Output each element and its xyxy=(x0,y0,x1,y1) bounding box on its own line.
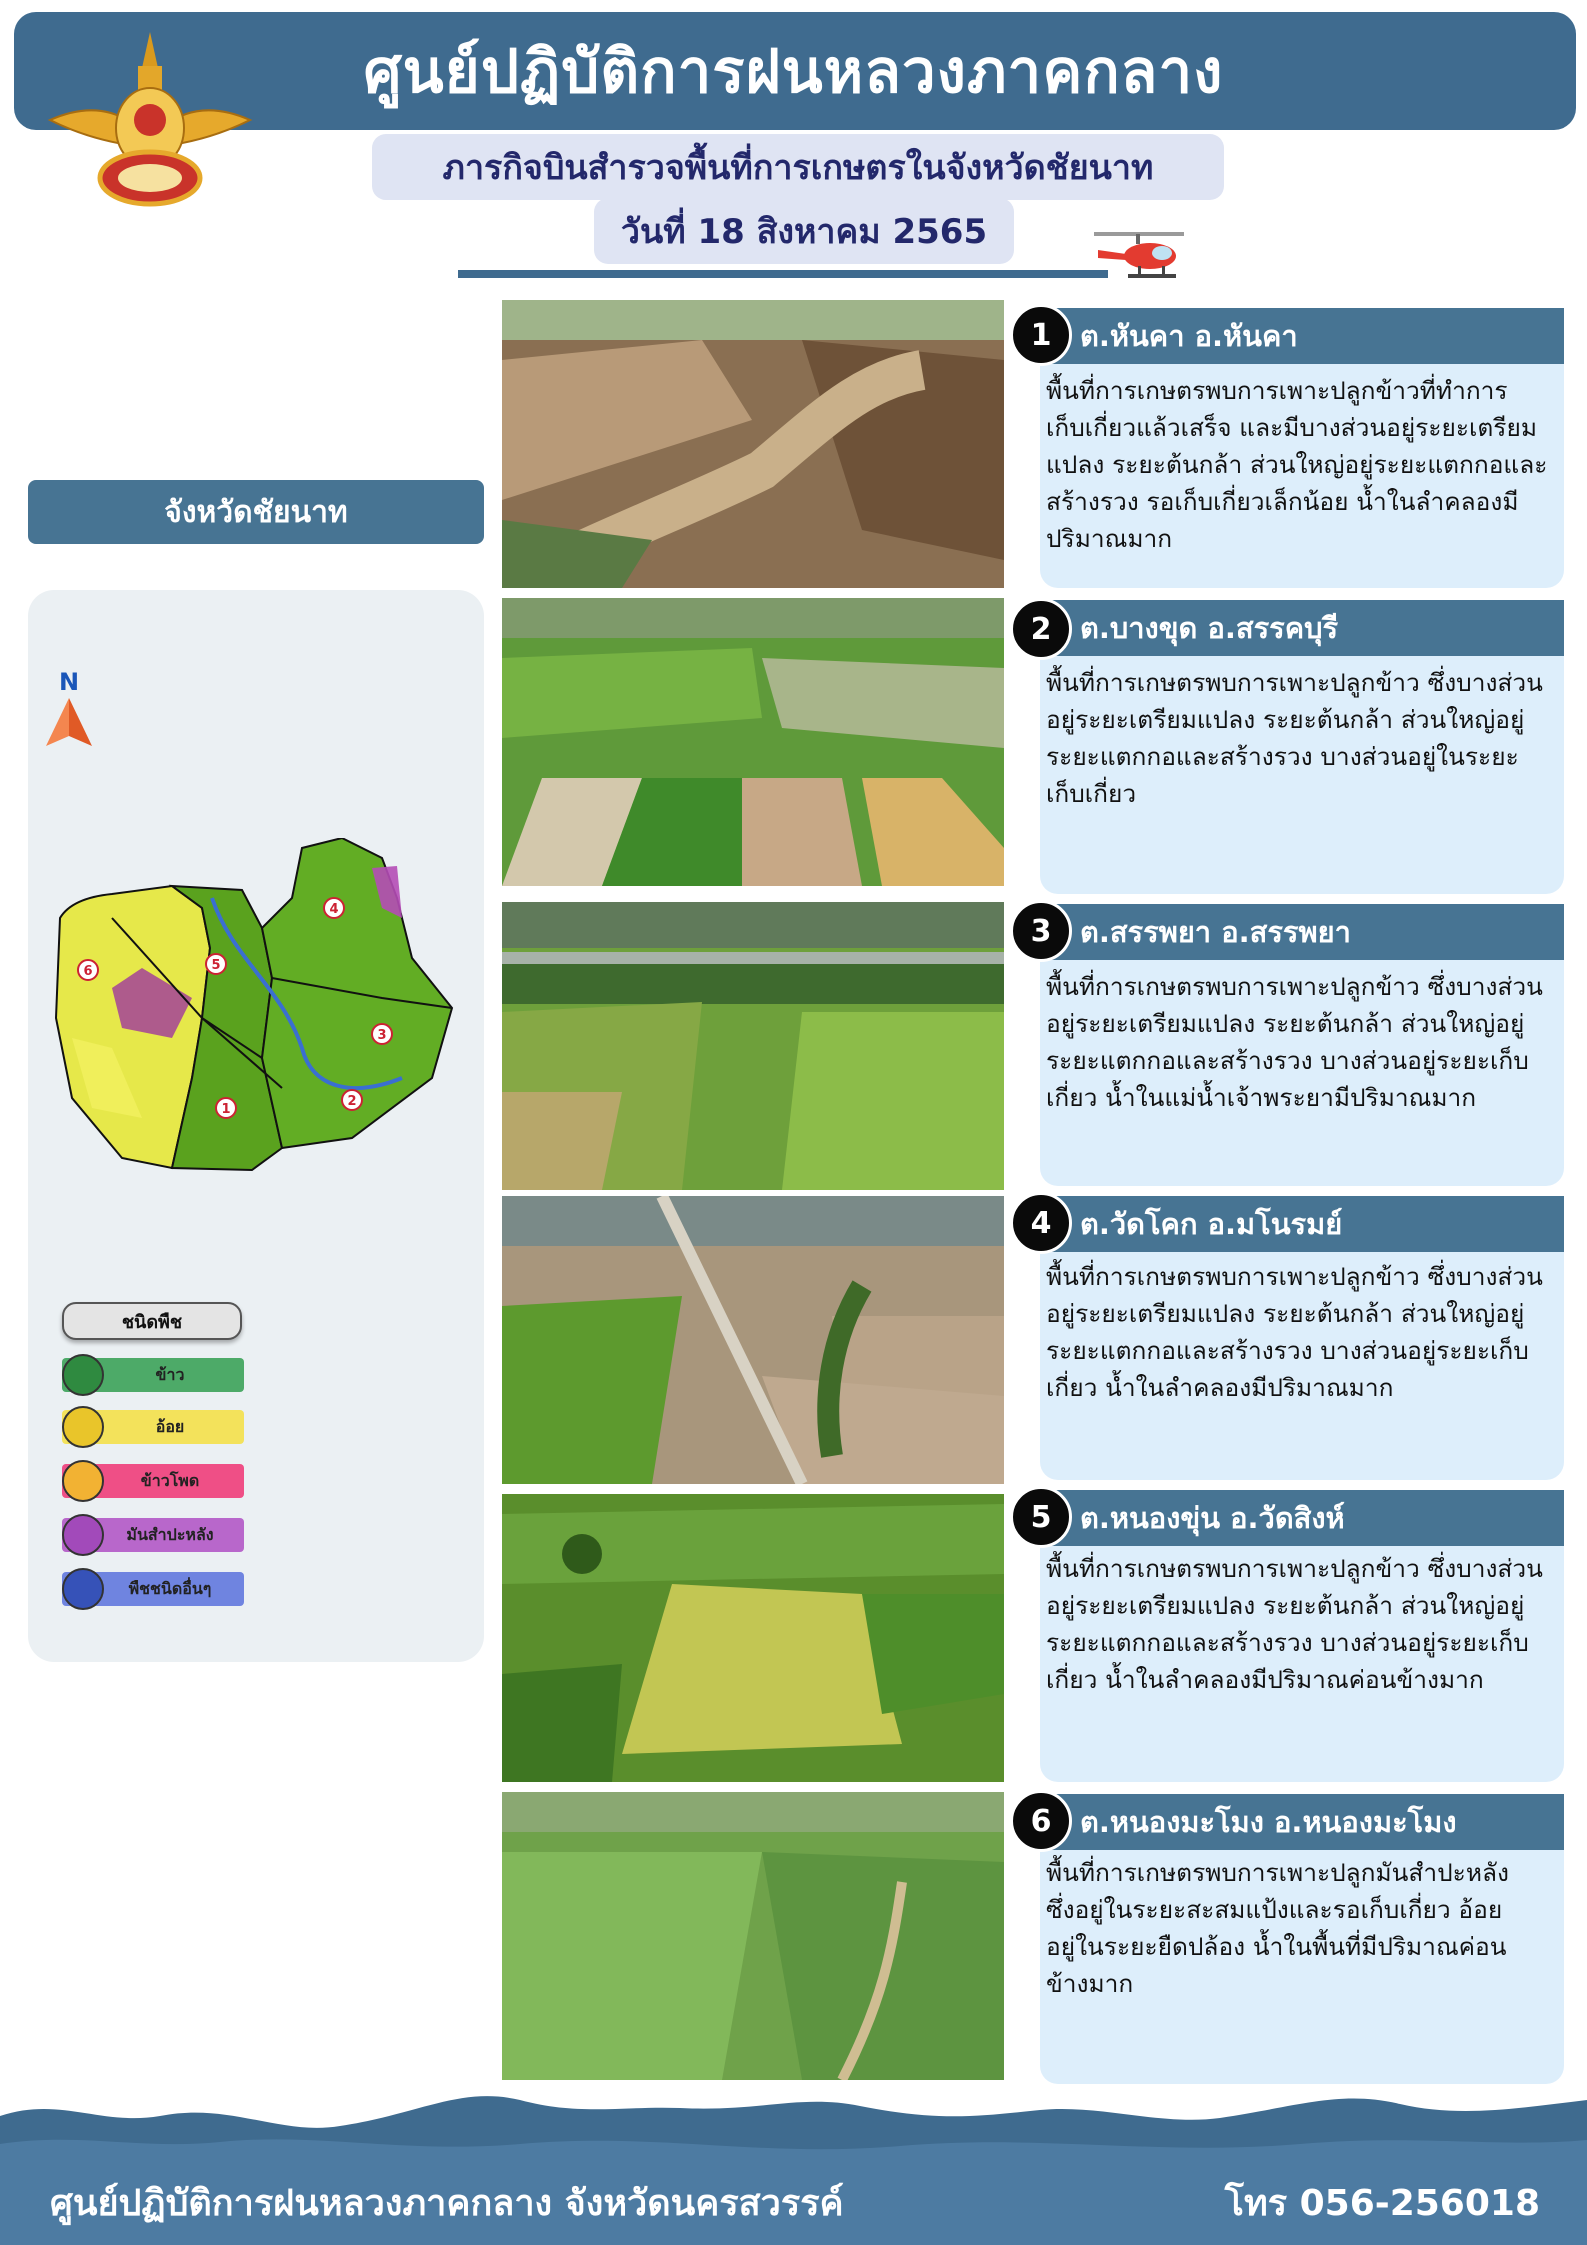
site-number-1: 1 xyxy=(1010,304,1072,366)
aerial-photo-1 xyxy=(502,300,1004,588)
province-label: จังหวัดชัยนาท xyxy=(28,480,484,544)
site-title-3: ต.สรรพยา อ.สรรพยา xyxy=(1036,904,1564,960)
site-desc-1: พื้นที่การเกษตรพบการเพาะปลูกข้าวที่ทำการ เก็บเกี่ยวแล้วเสร็จ และมีบางส่วนอยู่ระยะเตรียม แปลง ระยะต้นกล้า ส่วนใหญ่อยู่ระยะแตกกอและ สร้างรวง รอเก็บเกี่ยวเล็กน้อย น้ำในลำคลองมี ปริมาณมาก xyxy=(1046,376,1548,553)
aerial-photo-6 xyxy=(502,1792,1004,2080)
map-label-4: 4 xyxy=(329,902,339,917)
legend-title: ชนิดพืช xyxy=(62,1302,242,1340)
site-title-2: ต.บางขุด อ.สรรคบุรี xyxy=(1036,600,1564,656)
site-title-4: ต.วัดโคก อ.มโนรมย์ xyxy=(1036,1196,1564,1252)
site-desc-4: พื้นที่การเกษตรพบการเพาะปลูกข้าว ซึ่งบางส่วน อยู่ระยะเตรียมแปลง ระยะต้นกล้า ส่วนใหญ่อยู่ ระยะแตกกอและสร้างรวง บางส่วนอยู่ระยะเก็บ เกี่ยว น้ำในลำคลองมีปริมาณมาก xyxy=(1046,1262,1543,1402)
legend-item-other-crops: พืชชนิดอื่นๆ xyxy=(62,1572,244,1606)
site-desc-5: พื้นที่การเกษตรพบการเพาะปลูกข้าว ซึ่งบางส่วน อยู่ระยะเตรียมแปลง ระยะต้นกล้า ส่วนใหญ่อยู่ ระยะแตกกอและสร้างรวง บางส่วนอยู่ระยะเก็บ เกี่ยว น้ำในลำคลองมีปริมาณค่อนข้างมาก xyxy=(1046,1554,1543,1694)
province-map xyxy=(52,838,460,1178)
legend-item-sugarcane: อ้อย xyxy=(62,1410,244,1444)
footer-org: ศูนย์ปฏิบัติการฝนหลวงภาคกลาง จังหวัดนครสวรรค์ xyxy=(50,2182,844,2224)
site-desc-2: พื้นที่การเกษตรพบการเพาะปลูกข้าว ซึ่งบางส่วน อยู่ระยะเตรียมแปลง ระยะต้นกล้า ส่วนใหญ่อยู่ ระยะแตกกอและสร้างรวง บางส่วนอยู่ในระยะ เก็บเกี่ยว xyxy=(1046,668,1543,808)
aerial-photo-5 xyxy=(502,1494,1004,1782)
emblem-logo xyxy=(40,28,260,213)
header-divider xyxy=(458,270,1108,278)
legend-item-corn: ข้าวโพด xyxy=(62,1464,244,1498)
site-number-6: 6 xyxy=(1010,1790,1072,1852)
site-number-4: 4 xyxy=(1010,1192,1072,1254)
map-label-1: 1 xyxy=(221,1102,231,1117)
site-title-1: ต.หันคา อ.หันคา xyxy=(1036,308,1564,364)
map-label-2: 2 xyxy=(347,1094,357,1109)
map-label-5: 5 xyxy=(211,958,221,973)
site-desc-6: พื้นที่การเกษตรพบการเพาะปลูกมันสำปะหลัง ซึ่งอยู่ในระยะสะสมแป้งและรอเก็บเกี่ยว อ้อย อยู่ในระยะยืดปล้อง น้ำในพื้นที่มีปริมาณค่อน ข้างมาก xyxy=(1046,1858,1509,1998)
footer-phone: โทร 056-256018 xyxy=(1224,2182,1540,2224)
map-label-6: 6 xyxy=(83,964,93,979)
mission-subtitle: ภารกิจบินสำรวจพื้นที่การเกษตรในจังหวัดชัยนาท xyxy=(372,134,1224,200)
site-number-5: 5 xyxy=(1010,1486,1072,1548)
mission-date: วันที่ 18 สิงหาคม 2565 xyxy=(594,198,1014,264)
site-desc-3: พื้นที่การเกษตรพบการเพาะปลูกข้าว ซึ่งบางส่วน อยู่ระยะเตรียมแปลง ระยะต้นกล้า ส่วนใหญ่อยู่ ระยะแตกกอและสร้างรวง บางส่วนอยู่ระยะเก็บ เกี่ยว น้ำในแม่น้ำเจ้าพระยามีปริมาณมาก xyxy=(1046,972,1543,1112)
aerial-photo-2 xyxy=(502,598,1004,886)
site-title-6: ต.หนองมะโมง อ.หนองมะโมง xyxy=(1036,1794,1564,1850)
page-title: ศูนย์ปฏิบัติการฝนหลวงภาคกลาง xyxy=(363,36,1224,107)
legend-item-rice: ข้าว xyxy=(62,1358,244,1392)
map-label-3: 3 xyxy=(377,1028,387,1043)
north-arrow-icon xyxy=(46,668,92,748)
site-number-3: 3 xyxy=(1010,900,1072,962)
aerial-photo-4 xyxy=(502,1196,1004,1484)
aerial-photo-3 xyxy=(502,902,1004,1190)
legend-item-cassava: มันสำปะหลัง xyxy=(62,1518,244,1552)
helicopter-icon xyxy=(1090,228,1190,288)
site-title-5: ต.หนองขุ่น อ.วัดสิงห์ xyxy=(1036,1490,1564,1546)
north-label: N xyxy=(58,668,80,696)
site-number-2: 2 xyxy=(1010,598,1072,660)
